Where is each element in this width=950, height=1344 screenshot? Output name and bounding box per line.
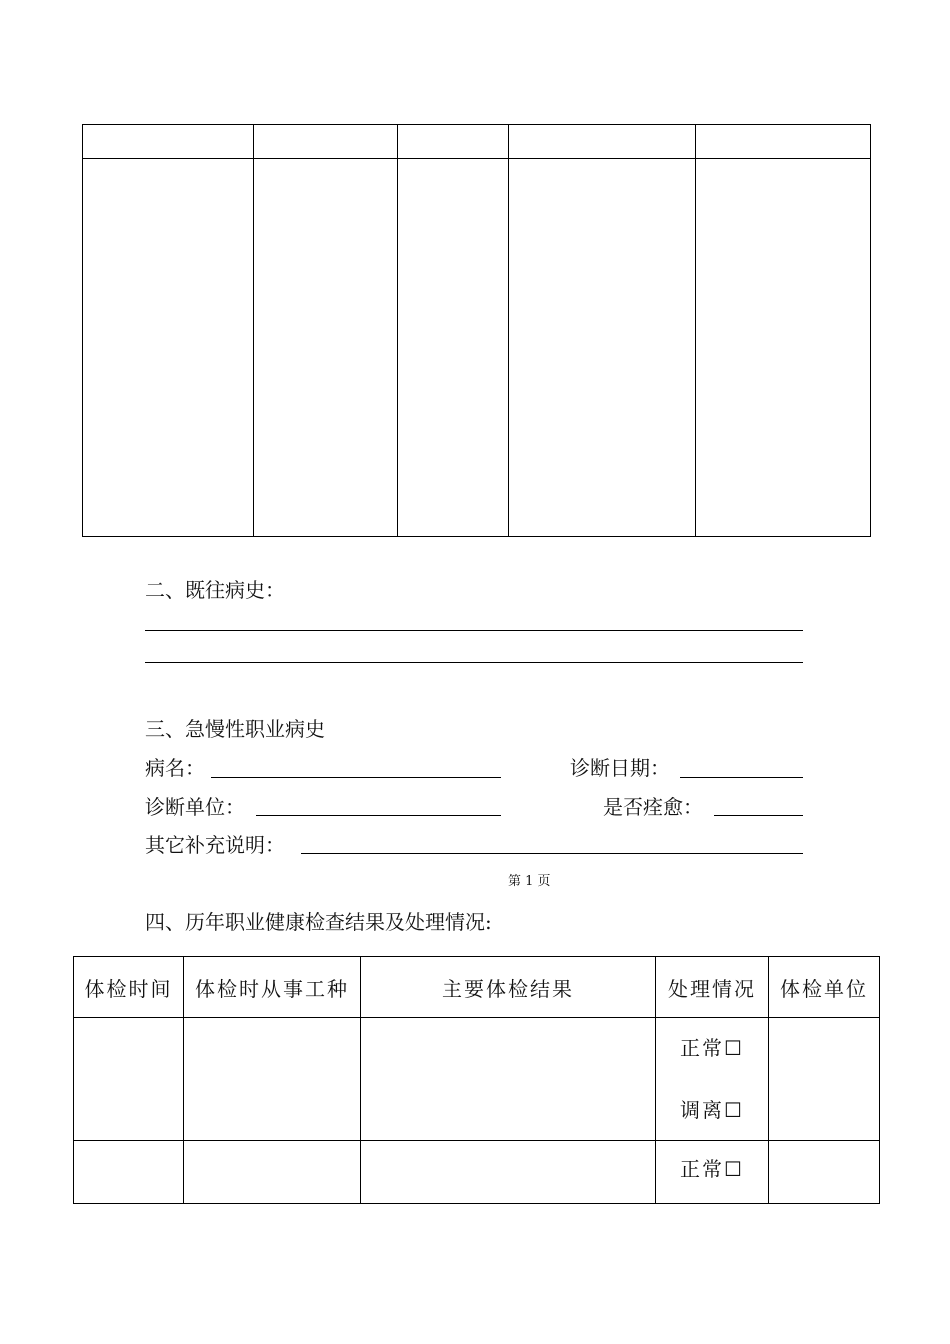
diagnosis-unit-label: 诊断单位： — [145, 795, 245, 819]
diagnosis-date-field[interactable] — [680, 777, 803, 778]
table-cell[interactable] — [184, 1018, 361, 1141]
table-header-row — [74, 957, 880, 1018]
section3-title: 三、急慢性职业病史 — [145, 717, 325, 741]
table-cell[interactable] — [74, 1018, 184, 1141]
table-cell[interactable] — [361, 1141, 656, 1204]
header-exam-unit: 体检单位 — [769, 957, 880, 1018]
handling-cell — [656, 1141, 769, 1204]
other-notes-label: 其它补充说明： — [145, 833, 285, 857]
section2-title: 二、既往病史： — [145, 578, 285, 602]
cured-label: 是否痊愈： — [603, 795, 703, 819]
past-history-line-2[interactable] — [145, 662, 803, 663]
table-cell[interactable] — [769, 1018, 880, 1141]
normal-checkbox[interactable]: 正常☐ — [680, 1157, 744, 1181]
table-cell[interactable] — [254, 125, 398, 159]
table-row — [74, 1141, 880, 1204]
handling-cell — [656, 1018, 769, 1141]
table-cell[interactable] — [361, 1018, 656, 1141]
table-cell[interactable] — [74, 1141, 184, 1204]
table-cell[interactable] — [398, 125, 509, 159]
page-number: 第 1 页 — [508, 874, 551, 889]
table-cell[interactable] — [509, 125, 696, 159]
exam-results-table — [73, 956, 880, 1204]
table-cell[interactable] — [509, 159, 696, 537]
table-row — [74, 1018, 880, 1141]
table-cell[interactable] — [184, 1141, 361, 1204]
section4-title: 四、历年职业健康检查结果及处理情况: — [145, 910, 492, 934]
normal-checkbox[interactable]: 正常☐ — [680, 1036, 744, 1060]
diagnosis-unit-field[interactable] — [256, 815, 501, 816]
disease-name-label: 病名： — [145, 756, 205, 780]
table-cell[interactable] — [398, 159, 509, 537]
diagnosis-date-label: 诊断日期： — [570, 756, 670, 780]
disease-name-field[interactable] — [211, 777, 501, 778]
table-cell[interactable] — [83, 125, 254, 159]
other-notes-field[interactable] — [301, 853, 803, 854]
header-main-results: 主要体检结果 — [361, 957, 656, 1018]
table-cell[interactable] — [696, 125, 871, 159]
table-cell[interactable] — [696, 159, 871, 537]
transfer-checkbox[interactable]: 调离☐ — [680, 1098, 744, 1122]
table-cell[interactable] — [83, 159, 254, 537]
header-exam-time: 体检时间 — [74, 957, 184, 1018]
table-cell[interactable] — [254, 159, 398, 537]
table-cell[interactable] — [769, 1141, 880, 1204]
past-history-line-1[interactable] — [145, 630, 803, 631]
cured-field[interactable] — [714, 815, 803, 816]
header-handling: 处理情况 — [656, 957, 769, 1018]
header-job-type: 体检时从事工种 — [184, 957, 361, 1018]
previous-table — [82, 124, 871, 537]
